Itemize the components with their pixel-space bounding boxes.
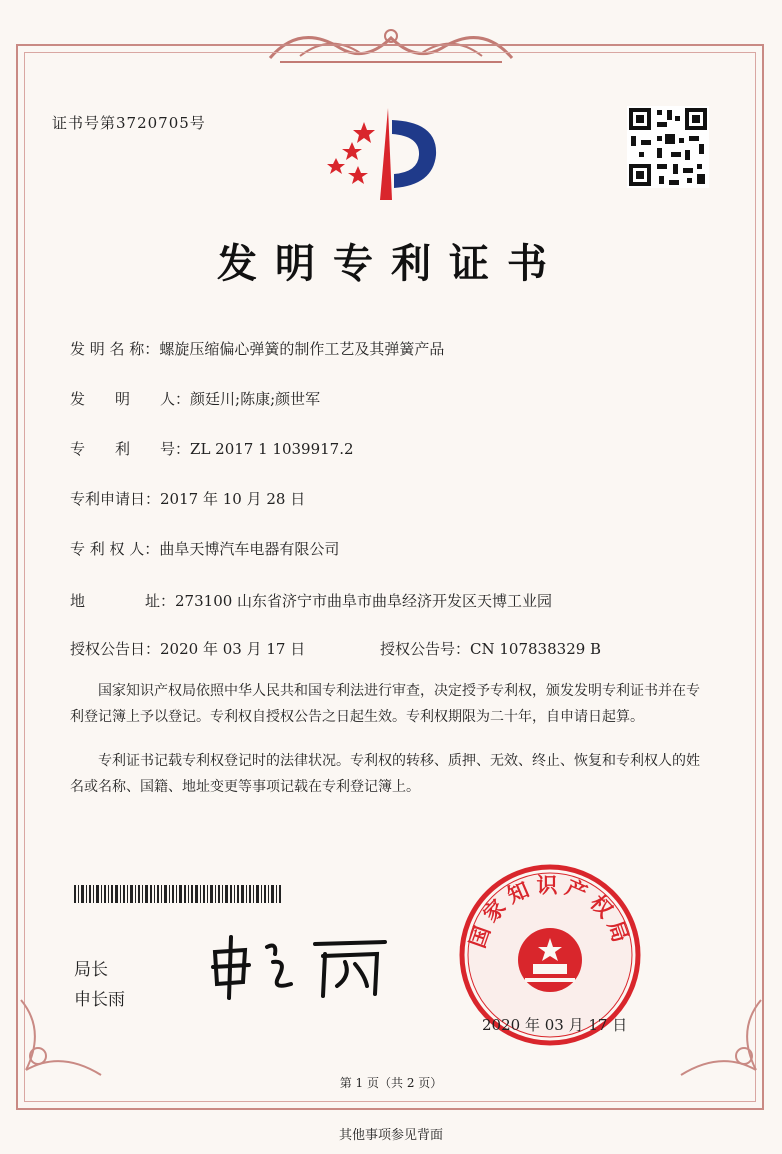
qr-code: [627, 106, 709, 188]
invention-name-label: 发 明 名 称：: [70, 340, 160, 358]
grant-date-label: 授权公告日：: [70, 640, 161, 658]
grant-number-label: 授权公告号：: [380, 640, 471, 658]
grant-date-row: [70, 638, 305, 659]
barcode: [74, 885, 284, 903]
patent-number-value: ZL 2017 1 1039917.2: [190, 440, 354, 458]
invention-name-row: [70, 338, 444, 359]
address-value: 273100 山东省济宁市曲阜市曲阜经济开发区天博工业园: [175, 592, 553, 610]
invention-name-value: 螺旋压缩偏心弹簧的制作工艺及其弹簧产品: [159, 340, 445, 358]
footer-note: 其他事项参见背面: [338, 1128, 443, 1143]
svg-text:国家知识产权局: 国家知识产权局: [465, 873, 635, 951]
filing-date-row: [70, 488, 305, 509]
corner-ornament-bottom-right: [676, 990, 766, 1080]
statement-paragraph-2: 专利证书记载专利权登记时的法律状况。专利权的转移、质押、无效、终止、恢复和专利权人的姓名或名称、国籍、地址变更等事项记载在专利登记簿上。: [70, 753, 700, 795]
filing-date-label: 专利申请日：: [70, 490, 161, 508]
director-name: 申长雨: [74, 990, 125, 1010]
grant-number-row: [380, 638, 601, 659]
inventor-label: 发 明 人：: [70, 390, 191, 408]
patent-number-row: [70, 438, 354, 459]
handwritten-signature: [205, 932, 405, 1002]
patent-number-label: 专 利 号：: [70, 440, 191, 458]
filing-date-value: 2017 年 10 月 28 日: [160, 490, 306, 508]
address-label: 地 址：: [70, 592, 176, 610]
patentee-label: 专 利 权 人：: [70, 540, 160, 558]
page-title: 发明专利证书: [217, 240, 565, 287]
page-indicator: 第 1 页（共 2 页）: [339, 1076, 443, 1090]
inventor-value: 颜廷川;陈康;颜世军: [190, 390, 321, 408]
patentee-row: [70, 538, 339, 559]
statement-paragraph-1: 国家知识产权局依照中华人民共和国专利法进行审查，决定授予专利权，颁发发明专利证书并在专利登记簿上予以登记。专利权自授权公告之日起生效。专利权期限为二十年，自申请日起算。: [70, 683, 700, 725]
address-row: [70, 590, 552, 611]
grant-date-value: 2020 年 03 月 17 日: [160, 640, 306, 658]
grant-number-value: CN 107838329 B: [470, 640, 602, 658]
inventor-row: [70, 388, 320, 409]
seal-date: 2020 年 03 月 17 日: [482, 1016, 628, 1034]
patent-office-emblem: [318, 100, 448, 210]
director-title: 局长: [74, 960, 108, 980]
patentee-value: 曲阜天博汽车电器有限公司: [159, 540, 340, 558]
certificate-number: 证书号第3720705号: [52, 114, 206, 132]
